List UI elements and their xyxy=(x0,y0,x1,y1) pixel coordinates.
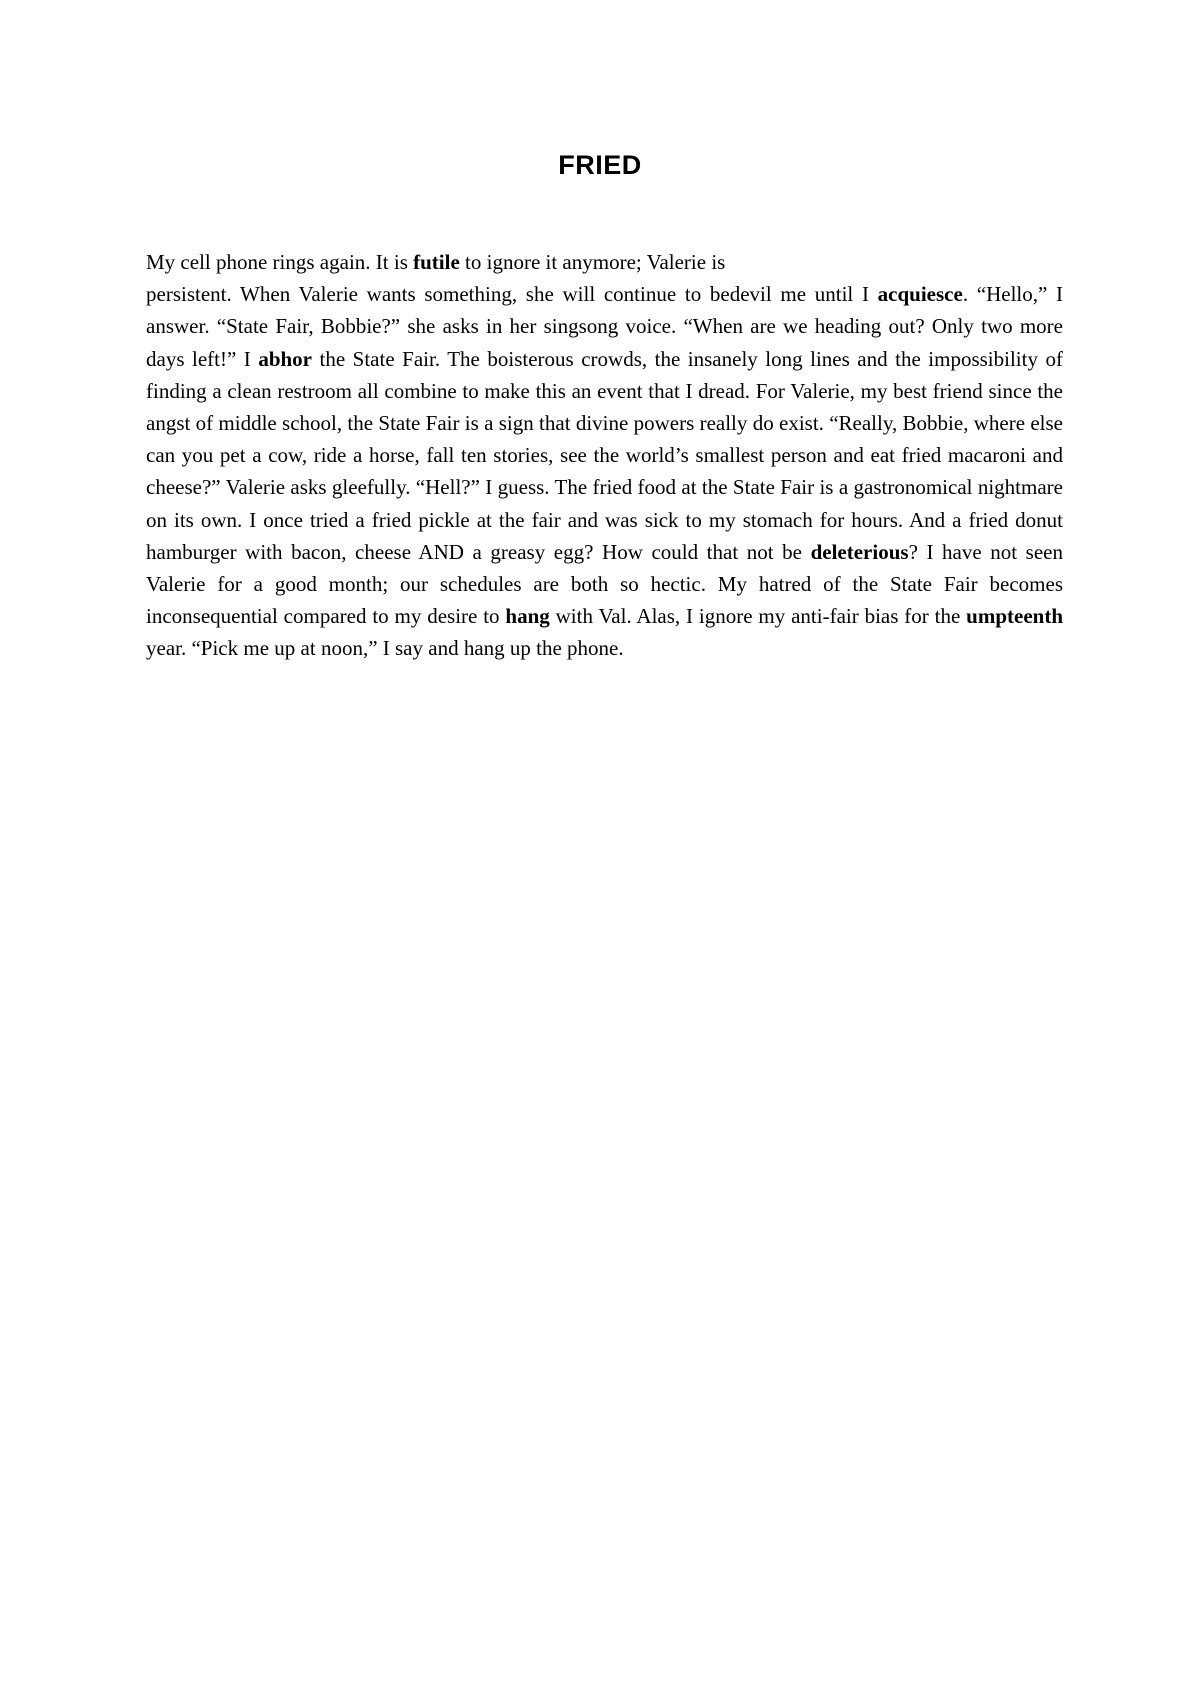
keyword-hang: hang xyxy=(505,604,550,629)
document-title: FRIED xyxy=(558,150,642,180)
story-paragraph xyxy=(146,278,1063,664)
first-line xyxy=(146,246,1063,278)
keyword-deleterious: deleterious xyxy=(810,539,909,564)
keyword-umpteenth: umpteenth xyxy=(966,604,1063,629)
text-run: My cell phone rings again. It is xyxy=(146,250,414,274)
text-run: to ignore it anymore; Valerie is xyxy=(459,250,726,274)
keyword-abhor: abhor xyxy=(258,346,312,371)
keyword-futile: futile xyxy=(413,250,460,274)
text-run: ? I have not seen Valerie for a good month; our schedules are both so hectic. My hatred of the State Fair becomes inconsequential compared to my desire to xyxy=(146,539,1063,629)
story-body xyxy=(146,246,1063,665)
text-run: the State Fair. The boisterous crowds, the insanely long lines and the impossibility of finding a clean restroom all combine to make this an event that I dread. For Valerie, my best friend since the angst of middle school, the State Fair is a sign that divine powers really do exist. “Really, Bobbie, where else can you pet a cow, ride a horse, fall ten stories, see the world’s smallest person and eat fried macaroni and cheese?” Valerie asks gleefully. “Hell?” I guess. The fried food at the State Fair is a gastronomical nightmare on its own. I once tried a fried pickle at the fair and was sick to my stomach for hours. And a fried donut hamburger with bacon, cheese AND a greasy egg? How could that not be xyxy=(146,346,1063,564)
text-run: . “Hello,” I answer. “State Fair, Bobbie?” she asks in her singsong voice. “When are we heading out? Only two more days left!” I xyxy=(146,282,1063,371)
text-run: persistent. When Valerie wants something, she will continue to bedevil me until I xyxy=(146,282,878,307)
text-run: with Val. Alas, I ignore my anti-fair bias for the xyxy=(549,604,967,629)
keyword-acquiesce: acquiesce xyxy=(877,282,963,307)
text-run: year. “Pick me up at noon,” I say and hang up the phone. xyxy=(146,636,624,661)
